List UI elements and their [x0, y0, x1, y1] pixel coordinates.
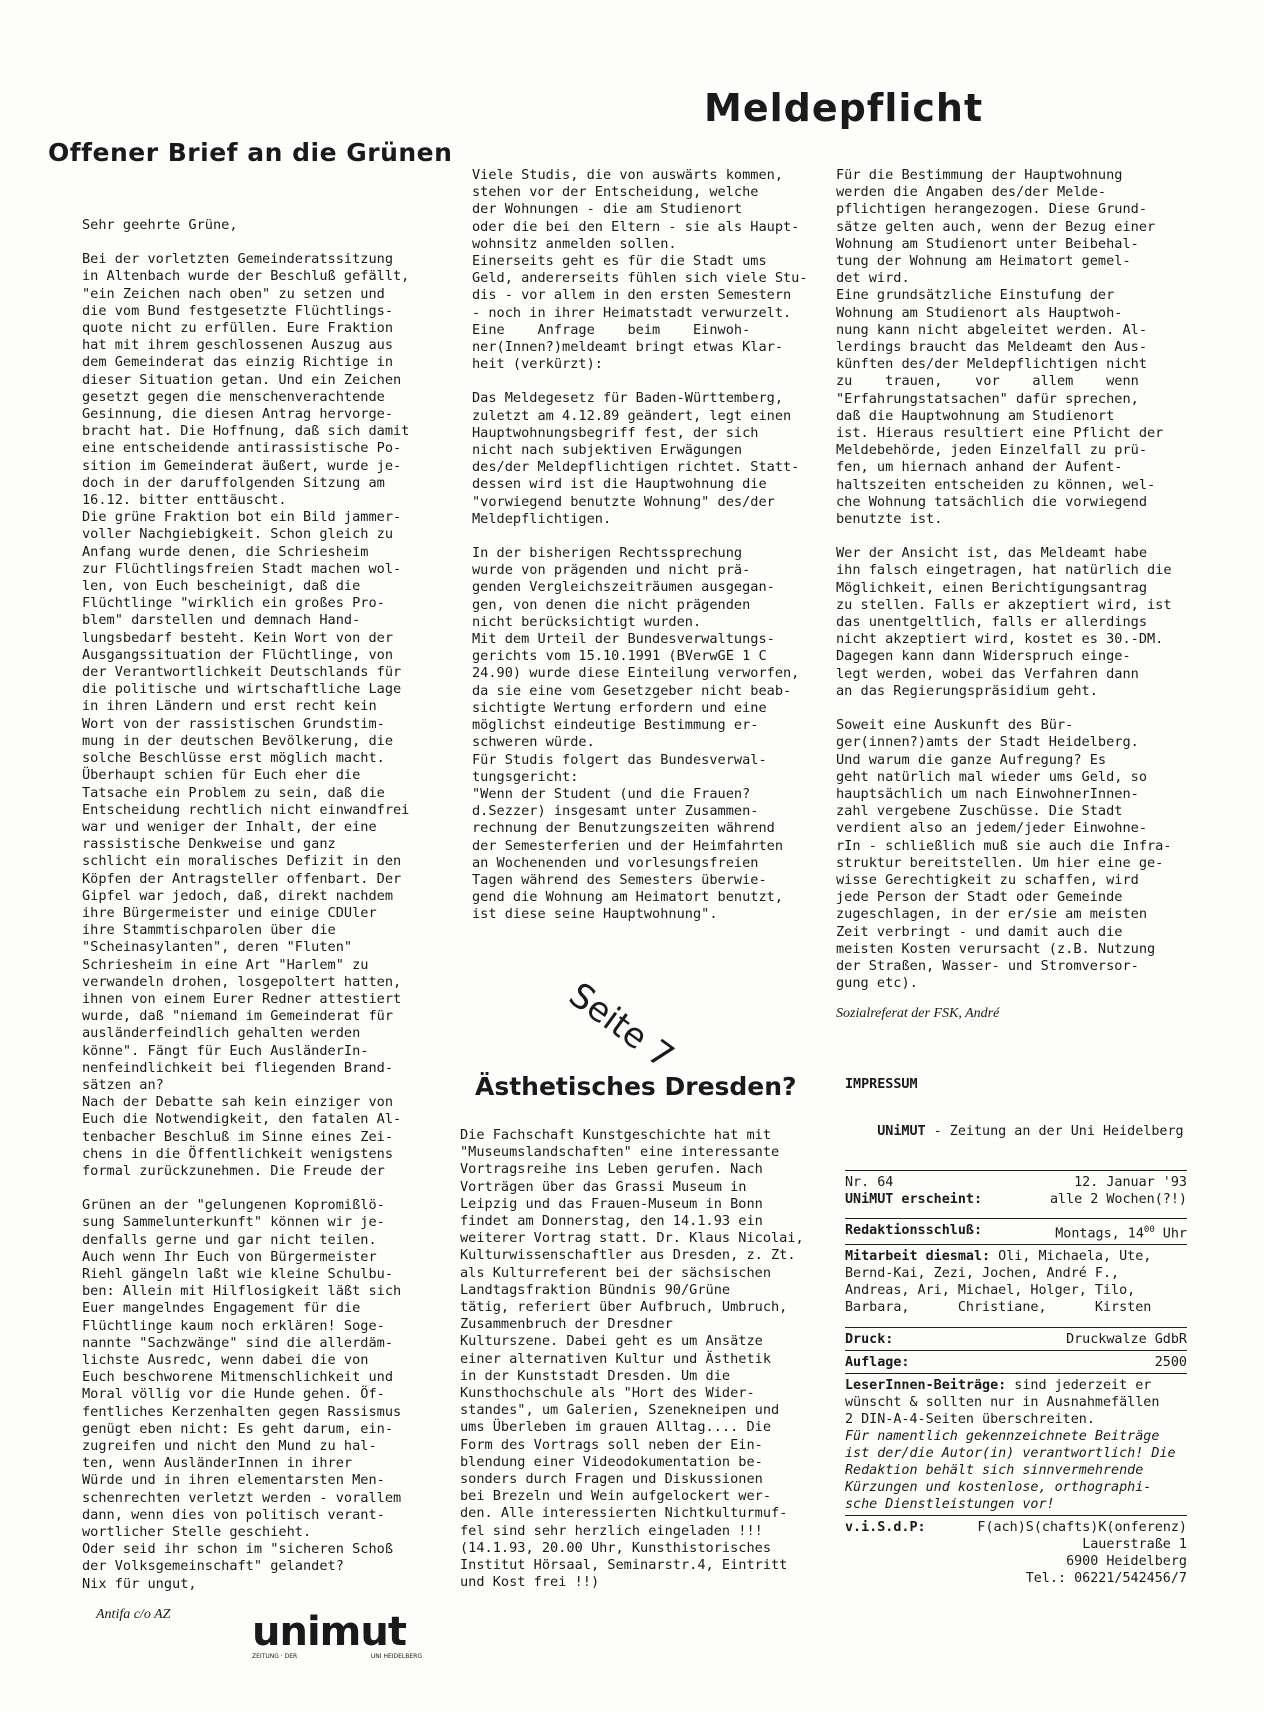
impressum-responsible-row [845, 1519, 1187, 1536]
meldepflicht-signature: Sozialreferat der FSK, André [836, 1006, 1000, 1022]
brief-title: Offener Brief an die Grünen [48, 138, 453, 167]
meldepflicht-paragraph: In der bisherigen Rechtssprechung wurde von prägenden und nicht prä- genden Vergleichszeiträumen ausgegan- gen, von denen die nicht prägenden nicht berücksichtigt wurden. Mit dem Urteil der Bundesverwaltungs- gerichts vom 15.10.1991 (BVerwGE 1 C 24.90) wurde diese Einteilung verworfen, da sie eine vom Gesetzgeber nicht beab- sichtigte Wertung erfordern und eine möglichst eindeutige Bestimmung er- schweren würde. Für Studis folgert das Bundesverwal- tungsgericht: "Wenn der Student (und die Frauen? d.Sezzer) insgesamt unter Zusammen- rechnung der Benutzungszeiten während der Semesterferien und der Heimfahrten an Wochenenden und vorlesungsfreien Tagen während des Semesters überwie- gend die Wohnung am Heimatort benutzt, ist diese seine Hauptwohnung". [472, 545, 800, 923]
unimut-logo-wordmark: unimut [252, 1609, 406, 1655]
impressum-circulation-label: Auflage: [845, 1355, 910, 1371]
impressum-deadline-sup: 00 [1143, 1225, 1155, 1235]
brief-paragraph: Bei der vorletzten Gemeinderatssitzung in Altenbach wurde der Beschluß gefällt, "ein Zeichen nach oben" zu setzen und die vom Bund festgesetzte Flüchtlings- quote nicht zu erfüllen. Eure Fraktion hat mit ihrem geschlossenen Auszug aus dem Gemeinderat das einzig Richtige in dieser Situation getan. Und ein Zeichen gesetzt gegen die menschenverachtende Gesinnung, die diesen Antrag hervorge- bracht hat. Die Hoffnung, daß sich damit eine entscheidende antirassistische Po- sition im Gemeinderat äußert, wurde je- doch in der daruffolgenden Sitzung am 16.12. bitter enttäuscht. Die grüne Fraktion bot ein Bild jammer- voller Nachgiebigkeit. Schon gleich zu Anfang wurde denen, die Schriesheim zur Flüchtlingsfreien Stadt machen wol- len, von Euch bescheinigt, daß die Flüchtlinge "wirklich ein großes Pro- blem" darstellen und demnach Hand- lungsbedarf besteht. Kein Wort von der Ausgangssituation der Flüchtlinge, von der Verantwortlichkeit Deutschlands für die politische und wirtschaftliche Lage in ihren Ländern und erst recht kein Wort von der rassistischen Grundstim- mung in der deutschen Bevölkerung, die solche Beschlüsse erst möglich macht. Überhaupt schien für Euch eher die Tatsache ein Problem zu sein, daß die Entscheidung rechtlich nicht einwandfrei war und weniger der Inhalt, der eine rassistische Denkweise und ganz schlicht ein moralisches Defizit in den Köpfen der Antragsteller offenbart. Der Gipfel war jedoch, daß, direkt nachdem ihre Bürgermeister und einige CDUler ihre Stammtischparolen über die "Scheinasylanten", deren "Fluten" Schriesheim in eine Art "Harlem" zu verwandeln drohen, losgepoltert hatten, ihnen von einem Eurer Redner attestiert wurde, daß "niemand im Gemeinderat für ausländerfeindlich gehalten werden könne". Fängt für Euch AusländerIn- nenfeindlichkeit bei fliegenden Brand- sätzen an? Nach der Debatte sah kein einziger von Euch die Notwendigkeit, den fatalen Al- tenbacher Beschluß im Sinne eines Zei- chens in die Öffentlichkeit wenigstens formal zurückzunehmen. Die Freude der [82, 251, 410, 1179]
divider [845, 1327, 1187, 1328]
meldepflicht-column-2 [836, 167, 1172, 1022]
impressum-reader-label: LeserInnen-Beiträge: [845, 1378, 1007, 1394]
unimut-logo-tagline-left: ZEITUNG · DER [252, 1653, 298, 1660]
dresden-paragraph: Die Fachschaft Kunstgeschichte hat mit "Museumslandschaften" eine interessante Vortragsreihe ins Leben gerufen. Nach Vorträgen über das Grassi Museum in Leipzig und das Frauen-Museum in Bonn findet am Donnerstag, den 14.1.93 ein weiterer Vortrag statt. Dr. Klaus Nicolai, Kulturwissenschaftler aus Dresden, z. Zt. als Kulturreferent bei der sächsischen Landtagsfraktion Bündnis 90/Grüne tätig, referiert über Aufbruch, Umbruch, Zusammenbruch der Dresdner Kulturszene. Dabei geht es um Ansätze einer alternativen Kultur und Ästhetik in der Kunststadt Dresden. Um die Kunsthochschule als "Hort des Wider- standes", um Galerien, Szenekneipen und ums Überleben im grauen Alltag.... Die Form des Vortrags soll neben der Ein- blendung einer Videodokumentation be- sonders durch Fragen und Diskussionen bei Brezeln und Wein aufgelockert wer- den. Alle interessierten Nichtkulturmuf- fel sind sehr herzlich eingeladen !!! (14.1.93, 20.00 Uhr, Kunsthistorisches Institut Hörsaal, Seminarstr.4, Eintritt und Kost frei !!) [460, 1127, 804, 1591]
page-stamp: Seite 7 [561, 975, 681, 1078]
impressum-subtitle [845, 1106, 1187, 1157]
meldepflicht-paragraph: Wer der Ansicht ist, das Meldeamt habe ihn falsch eingetragen, hat natürlich die Möglichkeit, einen Berichtigungsantrag zu stellen. Falls er akzeptiert wird, ist das unentgeltlich, falls er allerdings nicht akzeptiert wird, kostet es 30.-DM. Dagegen kann dann Widerspruch einge- legt werden, wobei das Verfahren dann an das Regierungspräsidium geht. [836, 545, 1172, 699]
brief-column [82, 217, 409, 1623]
impressum-print-label: Druck: [845, 1332, 894, 1348]
impressum-circulation-value: 2500 [1154, 1355, 1187, 1371]
meldepflicht-paragraph: Soweit eine Auskunft des Bür- ger(innen?)amts der Stadt Heidelberg. Und warum die ganze Aufregung? Es geht natürlich mal wieder ums Geld, so hauptsächlich um nach EinwohnerInnen- zahl vergebene Zuschüsse. Die Stadt verdient also an jedem/jeder Einwohne- rIn - schließlich muß sie auch die Infra- struktur bereitstellen. Um hier eine ge- wisse Gerechtigkeit zu schaffen, wird jede Person der Stadt oder Gemeinde zugeschlagen, in der er/sie am meisten Zeit verbringt - und damit auch die meisten Kosten verursacht (z.B. Nutzung der Straßen, Wasser- und Stromversor- gung etc). [836, 717, 1172, 992]
impressum-deadline-value [1055, 1222, 1187, 1242]
dresden-title: Ästhetisches Dresden? [475, 1072, 797, 1101]
unimut-logo [252, 1609, 422, 1660]
impressum-issue-date: 12. Januar '93 [1074, 1175, 1187, 1190]
impressum-city: 6900 Heidelberg [1066, 1554, 1187, 1570]
divider [845, 1373, 1187, 1374]
impressum [845, 1077, 1187, 1587]
brief-signature: Antifa c/o AZ [96, 1606, 171, 1622]
divider [845, 1244, 1187, 1245]
impressum-responsible-org: F(ach)S(chafts)K(onferenz) [977, 1520, 1187, 1536]
impressum-frequency-value: alle 2 Wochen(?!) [1049, 1192, 1187, 1207]
impressum-reader-contributions [845, 1377, 1187, 1428]
impressum-deadline-row [845, 1222, 1187, 1242]
impressum-phone: Tel.: 06221/542456/7 [1025, 1571, 1187, 1587]
impressum-deadline-label: Redaktionsschluß: [845, 1223, 983, 1238]
impressum-subtitle-name: UNiMUT [877, 1124, 926, 1139]
impressum-title: IMPRESSUM [845, 1077, 918, 1092]
divider [845, 1218, 1187, 1219]
divider [845, 1350, 1187, 1351]
impressum-print-row [845, 1331, 1187, 1348]
impressum-deadline-tail: Uhr [1154, 1226, 1187, 1242]
impressum-subtitle-rest: - Zeitung an der Uni Heidelberg [925, 1124, 1184, 1139]
divider [845, 1170, 1187, 1171]
impressum-circulation-row [845, 1354, 1187, 1371]
impressum-staff [845, 1248, 1187, 1316]
impressum-frequency-label: UNiMUT erscheint: [845, 1192, 983, 1207]
impressum-deadline-day: Montags, 14 [1055, 1226, 1144, 1242]
meldepflicht-title: Meldepflicht [704, 86, 984, 130]
meldepflicht-column-1 [472, 167, 808, 924]
impressum-street: Lauerstraße 1 [1082, 1537, 1187, 1553]
impressum-issue-number: Nr. 64 [845, 1175, 894, 1190]
brief-paragraph: Grünen an der "gelungenen Kopromißlö- sung Sammelunterkunft" können wir je- denfalls gerne und gar nicht teilen. Auch wenn Ihr Euch von Bürgermeister Riehl gängeln laßt wie kleine Schulbu- ben: Allein mit Hilflosigkeit läßt sich Euer mangelndes Engagement für die Flüchtlinge kaum noch erklären! Soge- nannte "Sachzwänge" sind die allerdäm- lichste Ausredc, wenn dabei die von Euch beschworene Mitmenschlichkeit und Moral völlig vor die Hunde gehen. Öf- fentliches Kerzenhalten gegen Rassismus genügt eben nicht: Es geht darum, ein- zugreifen und nicht den Mund zu hal- ten, wenn AusländerInnen in ihrer Würde und in ihren elementarsten Men- schenrechten verletzt werden - vorallem dann, wenn dies von politisch verant- wortlicher Stelle geschieht. Oder seid ihr schon im "sicheren Schoß der Volksgemeinschaft" gelandet? Nix für ungut, [82, 1197, 402, 1592]
impressum-responsible-label: v.i.S.d.P: [845, 1520, 926, 1536]
meldepflicht-paragraph: Viele Studis, die von auswärts kommen, stehen vor der Entscheidung, welche der Wohnungen - die am Studienort oder die bei den Eltern - sie als Haupt- wohnsitz anmelden sollen. Einerseits geht es für die Stadt ums Geld, andererseits fühlen sich viele Stu- dis - vor allem in den ersten Semestern - noch in ihrer Heimatstadt verwurzelt. Eine Anfrage beim Einwoh- ner(Innen?)meldeamt bringt etwas Klar- heit (verkürzt): [472, 167, 808, 373]
impressum-disclaimer: Für namentlich gekennzeichnete Beiträge ist der/die Autor(in) verantwortlich! Die Redaktion behält sich sinnvermehrende Kürzungen und kostenlose, orthographi- sche Dienstleistungen vor! [845, 1429, 1176, 1513]
brief-salutation: Sehr geehrte Grüne, [82, 217, 238, 233]
impressum-print-value: Druckwalze GdbR [1066, 1332, 1187, 1348]
meldepflicht-paragraph: Das Meldegesetz für Baden-Württemberg, zuletzt am 4.12.89 geändert, legt einen Hauptwohnungsbegriff fest, der sich nicht nach subjektiven Erwägungen des/der Meldepflichtigen richtet. Statt- dessen wird ist die Hauptwohnung die "vorwiegend benutzte Wohnung" des/der Meldepflichtigen. [472, 390, 800, 527]
unimut-logo-tagline-right: UNI HEIDELBERG [370, 1653, 422, 1660]
impressum-address [845, 1536, 1187, 1587]
impressum-issue-row [845, 1174, 1187, 1191]
meldepflicht-paragraph: Für die Bestimmung der Hauptwohnung werden die Angaben des/der Melde- pflichtigen herangezogen. Diese Grund- sätze gelten auch, wenn der Bezug einer Wohnung am Studienort unter Beibehal- tung der Wohnung am Heimatort gemel- det wird. Eine grundsätzliche Einstufung der Wohnung am Studienort als Hauptwoh- nung kann nicht abgeleitet werden. Al- lerdings braucht das Meldeamt den Aus- künften des/der Meldepflichtigen nicht zu trauen, vor allem wenn "Erfahrungstatsachen" dafür sprechen, daß die Hauptwohnung am Studienort ist. Hieraus resultiert eine Pflicht der Meldebehörde, jeden Einzelfall zu prü- fen, um hiernach anhand der Aufent- haltszeiten entscheiden zu können, wel- che Wohnung tatsächlich die vorwiegend benutzte ist. [836, 167, 1164, 528]
impressum-reader-text: sind jederzeit er wünscht & sollten nur in Ausnahmefällen 2 DIN-A-4-Seiten überschreiten. [845, 1378, 1160, 1428]
impressum-frequency-row [845, 1191, 1187, 1208]
impressum-staff-list: Oli, Michaela, Ute, Bernd-Kai, Zezi, Jochen, André F., Andreas, Ari, Michael, Holger, Tilo, Barbara, Christiane, Kirsten [845, 1249, 1152, 1316]
divider [845, 1515, 1187, 1516]
impressum-staff-label: Mitarbeit diesmal: [845, 1249, 991, 1265]
